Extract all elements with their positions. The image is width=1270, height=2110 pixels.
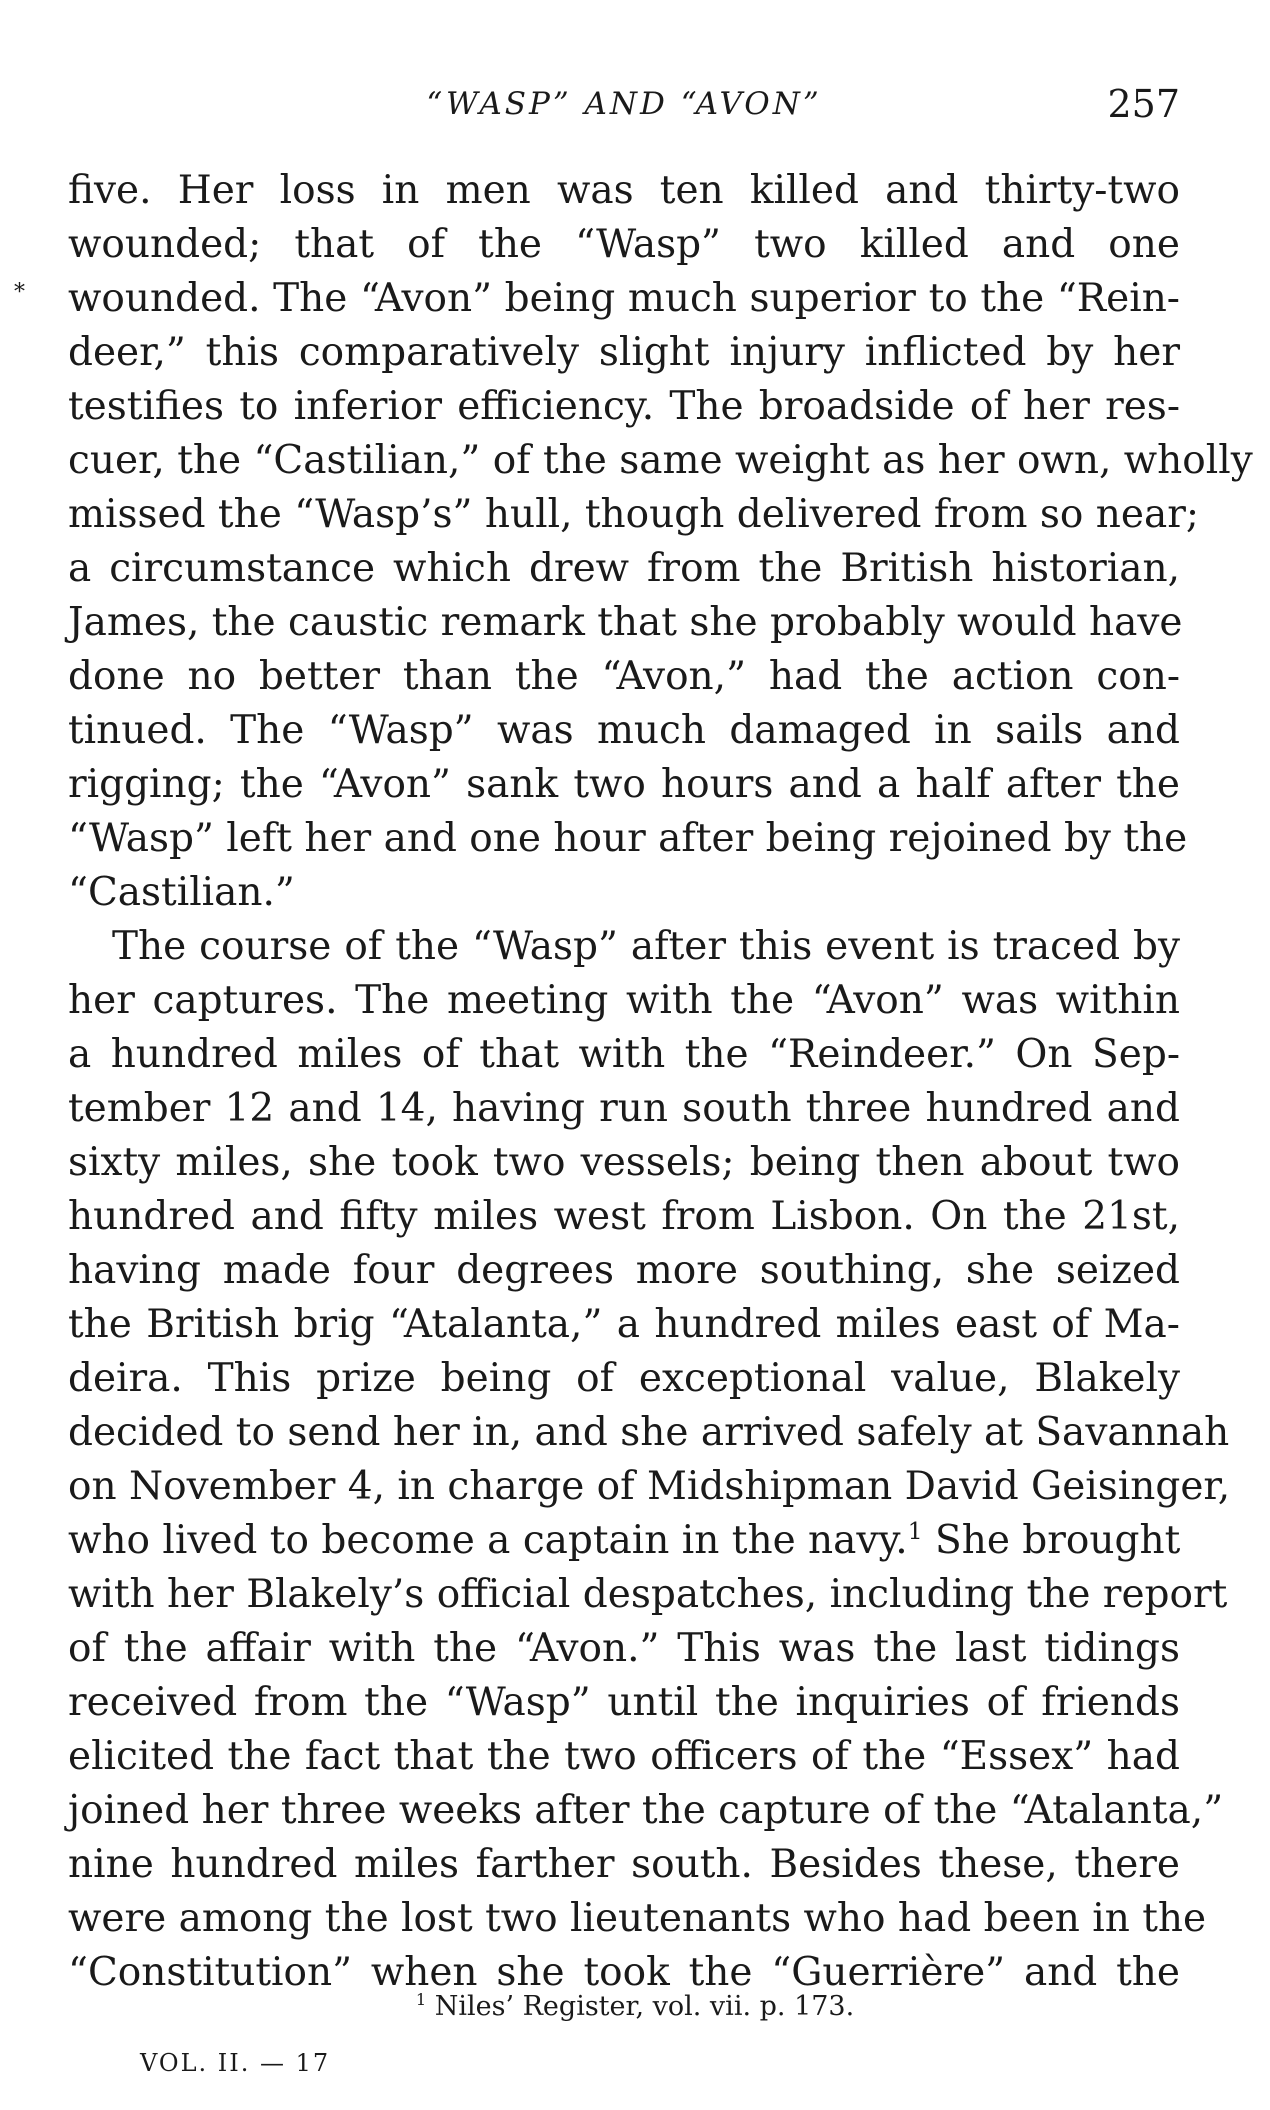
text-line: wounded; that of the “Wasp” two killed and one: [68, 222, 1180, 267]
line-text: who lived to become a captain in the navy.: [68, 1518, 908, 1563]
body-text: [68, 164, 1253, 2000]
footnote-marker: 1: [415, 1990, 427, 2009]
text-line: nine hundred miles farther south. Besides these, there: [68, 1842, 1180, 1887]
footnote-text: Niles’ Register, vol. vii. p. 173.: [426, 1991, 855, 2022]
signature-mark: VOL. II. — 17: [140, 2049, 331, 2077]
text-line: tinued. The “Wasp” was much damaged in sails and: [68, 708, 1180, 753]
text-line: five. Her loss in men was ten killed and thirty-two: [68, 168, 1180, 213]
text-line: The course of the “Wasp” after this event is traced by: [112, 924, 1180, 969]
page-header: [68, 84, 1180, 144]
text-line: with her Blakely’s official despatches, including the report: [68, 1572, 1228, 1617]
text-line: elicited the fact that the two officers of the “Essex” had: [68, 1734, 1180, 1779]
text-line: “Wasp” left her and one hour after being rejoined by the: [68, 816, 1188, 861]
text-line: the British brig “Atalanta,” a hundred miles east of Ma-: [68, 1302, 1180, 1347]
text-line: deira. This prize being of exceptional value, Blakely: [68, 1356, 1180, 1401]
text-line: done no better than the “Avon,” had the action con-: [68, 654, 1180, 699]
text-line: on November 4, in charge of Midshipman David Geisinger,: [68, 1464, 1231, 1509]
footnote-reference: 1: [907, 1517, 923, 1545]
text-line: sixty miles, she took two vessels; being then about two: [68, 1140, 1180, 1185]
line-text: She brought: [922, 1518, 1181, 1563]
text-line: rigging; the “Avon” sank two hours and a half after the: [68, 762, 1180, 807]
text-line: received from the “Wasp” until the inquiries of friends: [68, 1680, 1180, 1725]
text-line: cuer, the “Castilian,” of the same weight as her own, wholly: [68, 438, 1253, 483]
page-number: 257: [1107, 82, 1180, 126]
running-title: “WASP” AND “AVON”: [426, 86, 822, 122]
text-line: tember 12 and 14, having run south three hundred and: [68, 1086, 1180, 1131]
text-line: testifies to inferior efficiency. The broadside of her res-: [68, 384, 1180, 429]
text-line: James, the caustic remark that she probably would have: [68, 600, 1183, 645]
text-line: were among the lost two lieutenants who had been in the: [68, 1896, 1207, 1941]
text-line: deer,” this comparatively slight injury inflicted by her: [68, 330, 1180, 375]
text-line: decided to send her in, and she arrived safely at Savannah: [68, 1410, 1230, 1455]
footnote: [0, 1990, 1270, 2024]
margin-mark: *: [14, 280, 25, 305]
text-line: her captures. The meeting with the “Avon” was within: [68, 978, 1180, 1023]
text-line: hundred and fifty miles west from Lisbon. On the 21st,: [68, 1194, 1180, 1239]
text-line: a circumstance which drew from the British historian,: [68, 546, 1180, 591]
text-line: “Castilian.”: [68, 870, 295, 915]
text-line: having made four degrees more southing, she seized: [68, 1248, 1180, 1293]
text-line: “Constitution” when she took the “Guerrière” and the: [68, 1950, 1180, 1995]
text-line: missed the “Wasp’s” hull, though delivered from so near;: [68, 492, 1199, 537]
text-line: a hundred miles of that with the “Reindeer.” On Sep-: [68, 1032, 1180, 1077]
text-line: of the affair with the “Avon.” This was the last tidings: [68, 1626, 1180, 1671]
text-line: wounded. The “Avon” being much superior to the “Rein-: [68, 276, 1180, 321]
text-line-with-footnote: [68, 1514, 1180, 1568]
text-line: joined her three weeks after the capture of the “Atalanta,”: [68, 1788, 1224, 1833]
